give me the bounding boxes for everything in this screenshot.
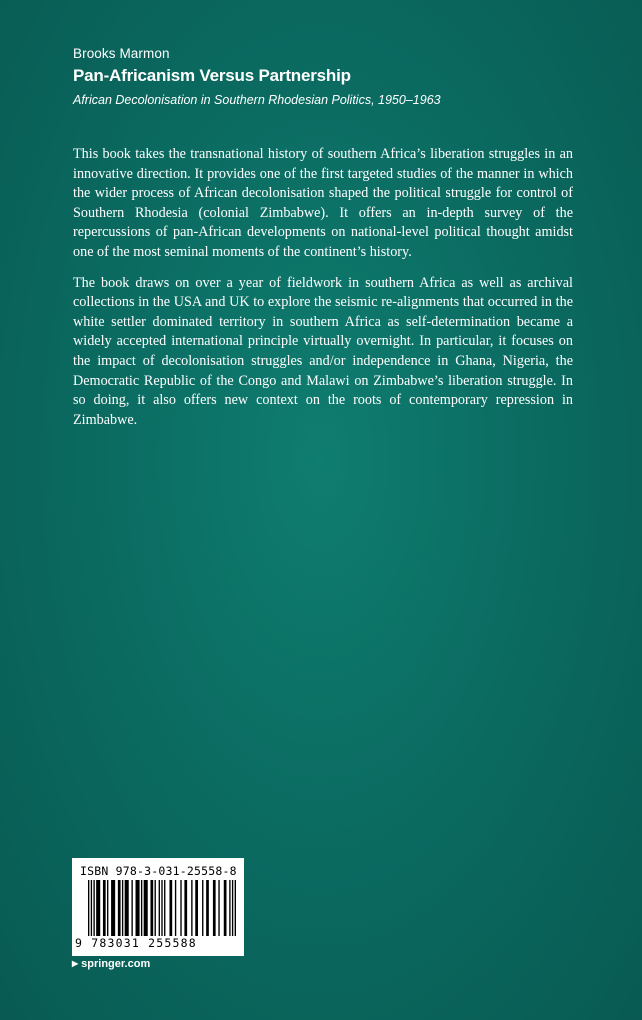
barcode-bar (169, 880, 172, 936)
barcode-bar (161, 880, 162, 936)
author-name: Brooks Marmon (73, 46, 170, 61)
barcode-bar (111, 880, 115, 936)
barcode-bar (164, 880, 165, 936)
barcode-bar (202, 880, 203, 936)
barcode-bars (88, 880, 236, 936)
barcode-bar (229, 880, 230, 936)
description-paragraph-1: This book takes the transnational history of southern Africa’s liberation struggles in an innovative direction. It provides one of the first targeted studies of the manner in which the wider process of African decolonisation shaped the political struggle for control of Southern Rhodesia (colonial Zimbabwe). It offers an in-depth survey of the repercussions of pan-African developments on national-level political thought amidst one of the most seminal moments of the continent’s history. (73, 146, 573, 260)
barcode-bar (218, 880, 219, 936)
barcode-bar (224, 880, 227, 936)
barcode-bar (93, 880, 94, 936)
barcode-bar (175, 880, 176, 936)
barcode-bar (235, 880, 236, 936)
barcode-bar (150, 880, 153, 936)
book-subtitle: African Decolonisation in Southern Rhodesian Politics, 1950–1963 (73, 93, 441, 107)
barcode-bar (206, 880, 209, 936)
barcode-bar (96, 880, 100, 936)
book-description (73, 145, 573, 441)
barcode-bar (91, 880, 92, 936)
barcode-digits: 9 783031 255588 (75, 936, 197, 950)
barcode-bar (232, 880, 233, 936)
barcode-bar (195, 880, 198, 936)
description-paragraph-2: The book draws on over a year of fieldwork in southern Africa as well as archival collections in the USA and UK to explore the seismic re-alignments that occurred in the white settler dominated territory in southern Africa as self-determination became a widely accepted international principle virtually overnight. In particular, it focuses on the impact of decolonisation struggles and/or independence in Ghana, Nigeria, the Democratic Republic of the Congo and Malawi on Zimbabwe’s liberation struggle. In so doing, it also offers new context on the roots of contemporary repression in Zimbabwe. (73, 274, 573, 428)
barcode-bar (122, 880, 123, 936)
barcode-bar (125, 880, 129, 936)
publisher-url: springer.com (81, 958, 151, 970)
barcode-bar (180, 880, 181, 936)
barcode-bar (184, 880, 187, 936)
triangle-right-icon: ▶ (72, 959, 79, 968)
barcode-bar (107, 880, 108, 936)
barcode-bar (103, 880, 106, 936)
isbn-label: ISBN 978-3-031-25558-8 (80, 864, 237, 878)
barcode-bar (191, 880, 192, 936)
barcode-bar (155, 880, 156, 936)
barcode-bar (213, 880, 216, 936)
barcode-bar (159, 880, 160, 936)
barcode-bar (131, 880, 132, 936)
barcode-bar (144, 880, 148, 936)
barcode-bar (141, 880, 142, 936)
barcode-bar (136, 880, 140, 936)
publisher-link[interactable] (72, 958, 150, 970)
isbn-barcode (72, 858, 244, 956)
barcode-bar (118, 880, 121, 936)
barcode-bar (88, 880, 89, 936)
book-title: Pan-Africanism Versus Partnership (73, 66, 351, 85)
